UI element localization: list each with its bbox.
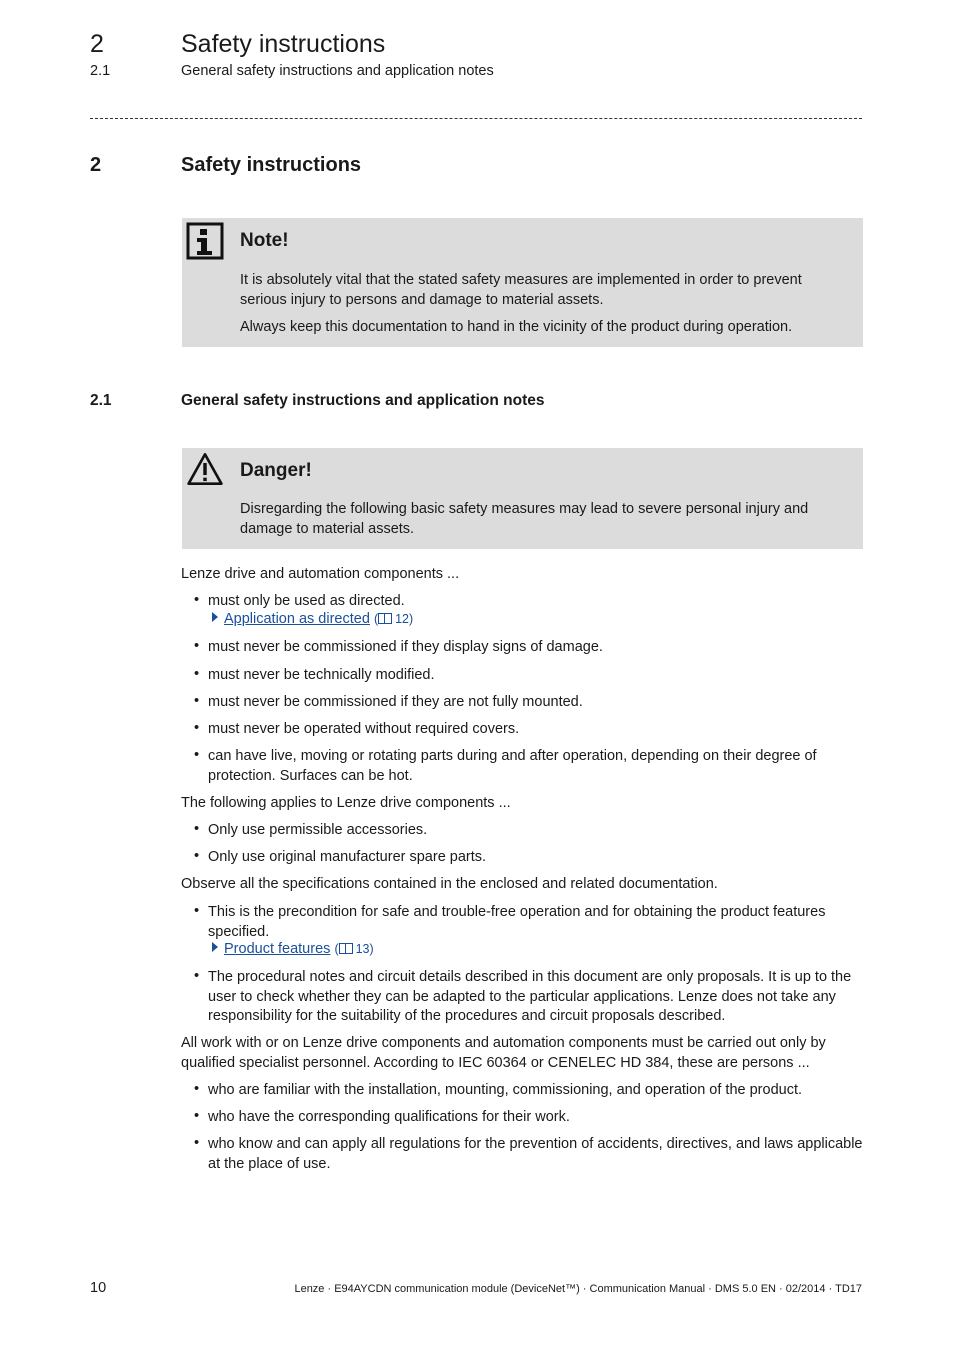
header-section-number: 2.1 [90, 63, 111, 79]
bullet-marker: • [194, 1081, 200, 1097]
note-paragraph-2: Always keep this documentation to hand in the vicinity of the product during operation. [240, 319, 793, 335]
section-title: Safety instructions [181, 154, 362, 176]
list-item: must never be commissioned if they display signs of damage. [208, 639, 603, 655]
intro-lenze-components: Lenze drive and automation components ... [181, 566, 460, 582]
note-paragraph-1: It is absolutely vital that the stated safety measures are implemented in order to prevent serious injury to persons and damage to material assets. [240, 272, 802, 308]
section-number: 2 [90, 154, 102, 176]
header-divider [90, 118, 862, 119]
list-item: must only be used as directed. [208, 593, 405, 609]
header-chapter-title: Safety instructions [181, 30, 386, 58]
bullet-marker: • [194, 903, 200, 919]
intro-qualified-personnel: All work with or on Lenze drive components and automation components must be carried out only by qualified specialist personnel. According to IEC 60364 or CENELEC HD 384, these are persons ... [181, 1035, 826, 1071]
list-item: must never be operated without required covers. [208, 721, 520, 737]
bullet-marker: • [194, 720, 200, 736]
bullet-marker: • [194, 848, 200, 864]
bullet-marker: • [194, 821, 200, 837]
arrow-right-icon [212, 942, 218, 952]
bullet-marker: • [194, 1135, 200, 1151]
bullet-marker: • [194, 638, 200, 654]
danger-text: Disregarding the following basic safety measures may lead to severe personal injury and damage to material assets. [240, 501, 809, 537]
list-item: Only use permissible accessories. [208, 822, 428, 838]
bullet-marker: • [194, 968, 200, 984]
intro-drive-components: The following applies to Lenze drive components ... [181, 795, 511, 811]
info-icon [186, 222, 224, 260]
list-item: Only use original manufacturer spare parts. [208, 849, 487, 865]
list-item: must never be technically modified. [208, 667, 435, 683]
book-icon [378, 613, 392, 624]
note-box [182, 218, 863, 347]
book-icon [339, 943, 353, 954]
note-title: Note! [240, 230, 289, 251]
page-reference-number: 12 [395, 612, 410, 626]
bullet-marker: • [194, 747, 200, 763]
subsection-number: 2.1 [90, 392, 112, 409]
page-reference: ( 12) [373, 612, 414, 626]
header-chapter-number: 2 [90, 30, 104, 58]
arrow-right-icon [212, 612, 218, 622]
danger-title: Danger! [240, 460, 312, 481]
warning-triangle-icon [186, 450, 224, 488]
link-product-features[interactable] [212, 941, 374, 957]
list-item: must never be commissioned if they are not fully mounted. [208, 694, 583, 710]
link-label[interactable]: Product features [224, 941, 331, 957]
list-item: who have the corresponding qualifications for their work. [208, 1109, 570, 1125]
intro-specifications: Observe all the specifications contained in the enclosed and related documentation. [181, 876, 718, 892]
list-item: The procedural notes and circuit details described in this document are only proposals. It is up to the user to check whether they can be adapted to the particular applications. Lenze does not take any responsibility for the suitability of the procedures and circuit proposals described. [208, 969, 852, 1024]
bullet-marker: • [194, 693, 200, 709]
link-label[interactable]: Application as directed [224, 611, 370, 627]
bullet-marker: • [194, 1108, 200, 1124]
page-reference: ( 13) [334, 942, 374, 956]
list-item: This is the precondition for safe and trouble-free operation and for obtaining the product features specified. [208, 904, 826, 940]
list-item: can have live, moving or rotating parts during and after operation, depending on their degree of protection. Surfaces can be hot. [208, 748, 817, 784]
bullet-marker: • [194, 666, 200, 682]
list-item: who are familiar with the installation, mounting, commissioning, and operation of the product. [208, 1082, 803, 1098]
page-reference-number: 13 [355, 942, 370, 956]
header-section-title: General safety instructions and application notes [181, 63, 494, 79]
list-item: who know and can apply all regulations for the prevention of accidents, directives, and laws applicable at the place of use. [208, 1136, 863, 1172]
page-number: 10 [90, 1280, 107, 1296]
footer-text: Lenze · E94AYCDN communication module (DeviceNet™) · Communication Manual · DMS 5.0 EN · 02/2014 · TD17 [294, 1283, 862, 1295]
link-application-as-directed[interactable] [212, 611, 413, 627]
bullet-marker: • [194, 592, 200, 608]
subsection-title: General safety instructions and application notes [181, 392, 545, 409]
danger-box [182, 448, 863, 549]
